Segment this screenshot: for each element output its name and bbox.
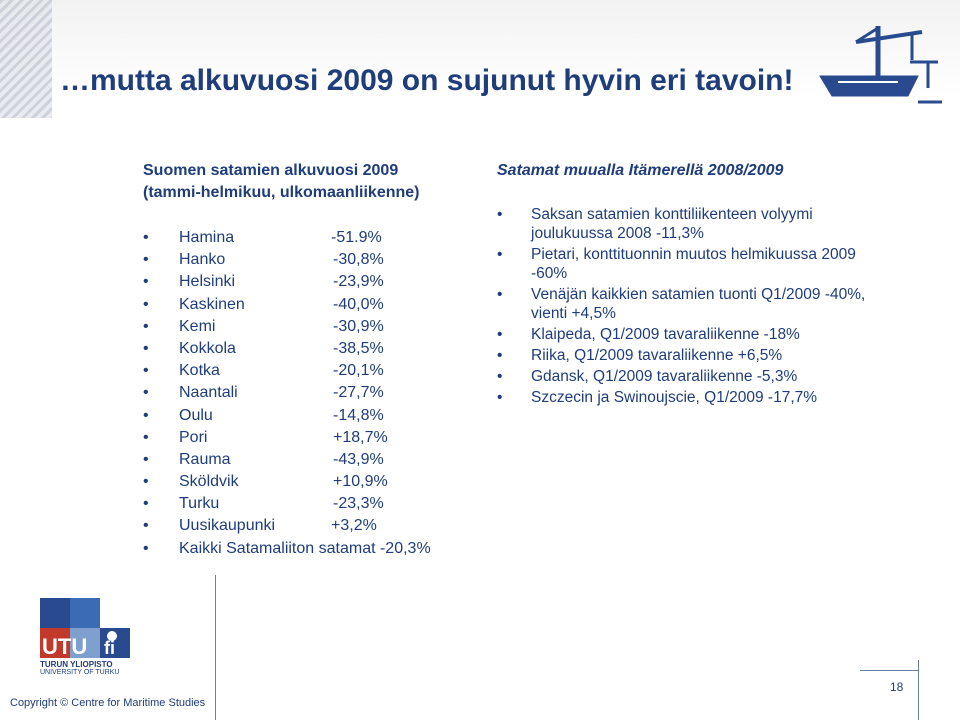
list-item: • Riika, Q1/2009 tavaraliikenne +6,5%	[497, 346, 892, 365]
port-name: Rauma	[179, 450, 231, 468]
port-change: -51.9%	[331, 229, 382, 246]
port-change: +3,2%	[331, 517, 377, 535]
baltic-ports-list	[497, 205, 892, 409]
port-name: Kokkola	[179, 339, 236, 357]
list-item: • Gdansk, Q1/2009 tavaraliikenne -5,3%	[497, 367, 892, 386]
port-name: Hamina	[179, 229, 235, 246]
finnish-ports-heading-line2: (tammi-helmikuu, ulkomaanliikenne)	[143, 184, 420, 201]
logo-university-name-en: UNIVERSITY OF TURKU	[40, 669, 120, 676]
port-name: Sköldvik	[179, 473, 239, 491]
port-name: Kotka	[179, 362, 220, 380]
port-change: -20,1%	[333, 362, 384, 380]
title-band	[0, 0, 960, 118]
port-name: Naantali	[179, 384, 238, 402]
port-crane-ship-logo-icon	[818, 18, 944, 110]
port-change: -27,7%	[333, 384, 384, 402]
port-change: -43,9%	[333, 450, 384, 468]
port-change: -30,8%	[333, 251, 384, 269]
footer-divider-vertical	[215, 575, 216, 720]
header-decoration	[0, 0, 52, 118]
baltic-ports-heading: Satamat muualla Itämerellä 2008/2009	[497, 162, 784, 179]
list-item: • Pietari, konttituonnin muutos helmikuussa 2009 -60%	[497, 245, 892, 283]
port-name: Helsinki	[179, 273, 236, 291]
list-item: • Venäjän kaikkien satamien tuonti Q1/2009 -40%, vienti +4,5%	[497, 285, 892, 323]
port-name: Kaskinen	[179, 295, 245, 313]
footer-divider-horizontal	[860, 670, 918, 671]
port-change: -40,0%	[333, 295, 384, 313]
port-change: -23,9%	[333, 273, 384, 291]
finnish-ports-heading	[143, 160, 483, 204]
port-change: -14,8%	[333, 406, 384, 424]
page-title: …mutta alkuvuosi 2009 on sujunut hyvin eri tavoin!	[60, 64, 794, 97]
list-item: • Saksan satamien konttiliikenteen volyymi joulukuussa 2008 -11,3%	[497, 205, 892, 243]
list-item: • Szczecin ja Swinoujscie, Q1/2009 -17,7%	[497, 388, 892, 407]
port-change: +10,9%	[333, 473, 388, 491]
footer-divider-right	[918, 660, 919, 720]
page-number: 18	[890, 680, 904, 694]
port-name: Uusikaupunki	[179, 517, 276, 535]
port-name: Hanko	[179, 251, 226, 269]
logo-utu-text: UTU	[42, 634, 88, 659]
port-change: -23,3%	[333, 495, 384, 513]
port-name: Oulu	[179, 406, 213, 424]
list-item: • Klaipeda, Q1/2009 tavaraliikenne -18%	[497, 325, 892, 344]
port-change: -38,5%	[333, 339, 384, 357]
logo-fi-text: fi	[104, 638, 115, 658]
port-change: -30,9%	[333, 317, 384, 335]
copyright-notice: Copyright © Centre for Maritime Studies	[10, 697, 206, 709]
finnish-ports-heading-line1: Suomen satamien alkuvuosi 2009	[143, 162, 399, 179]
port-name: Turku	[179, 495, 220, 513]
port-change: +18,7%	[333, 428, 388, 446]
port-name: Kemi	[179, 317, 216, 335]
ports-total: Kaikki Satamaliiton satamat -20,3%	[179, 539, 431, 557]
logo-university-name-fi: TURUN YLIOPISTO	[40, 660, 113, 669]
port-name: Pori	[179, 428, 208, 446]
